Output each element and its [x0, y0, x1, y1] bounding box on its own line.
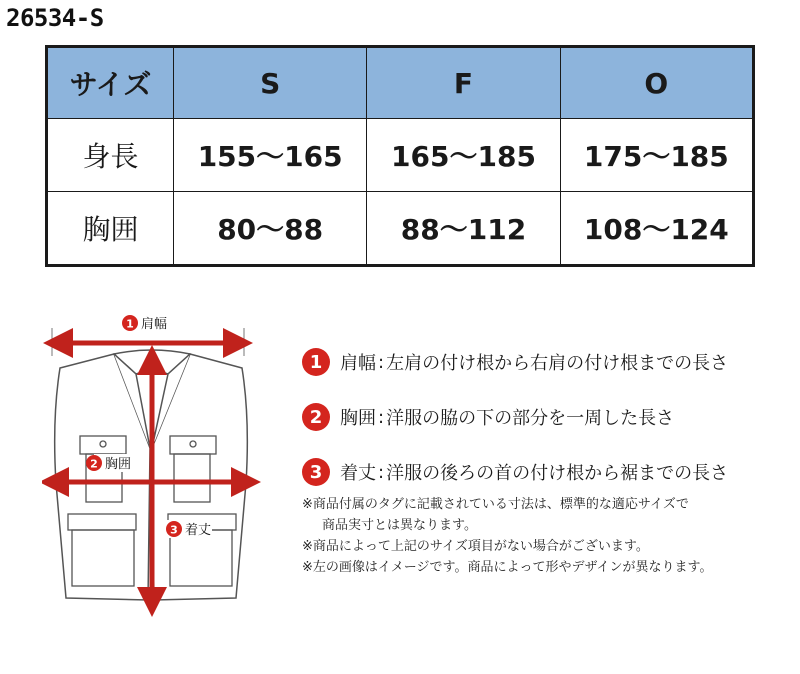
legend-term: 着丈	[340, 463, 376, 484]
size-header-f: F	[367, 47, 560, 119]
table-row	[47, 192, 754, 266]
legend-num: 3	[302, 458, 330, 486]
marker-1-num: 1	[126, 317, 134, 331]
legend-desc: 左肩の付け根から右肩の付け根までの長さ	[386, 353, 729, 374]
legend-num: 2	[302, 403, 330, 431]
legend-separator: :	[378, 461, 385, 483]
table-cell: 80〜88	[174, 192, 367, 266]
shoulder-label: 肩幅	[141, 317, 168, 332]
marker-2-num: 2	[90, 457, 98, 471]
row-label-chest: 胸囲	[47, 192, 174, 266]
legend-separator: :	[378, 351, 385, 373]
size-header-o: O	[560, 47, 753, 119]
note-line: ※商品によって上記のサイズ項目がない場合がございます。	[302, 539, 649, 554]
table-row	[47, 119, 754, 192]
legend-item	[302, 346, 772, 378]
size-table-header-row	[47, 47, 754, 119]
legend-item	[302, 401, 772, 433]
vest-diagram	[42, 308, 262, 618]
legend-term: 胸囲	[340, 408, 376, 429]
legend-desc: 洋服の脇の下の部分を一周した長さ	[386, 408, 675, 429]
legend-item	[302, 456, 772, 488]
size-header-s: S	[174, 47, 367, 119]
note-line: 商品実寸とは異なります。	[322, 518, 477, 533]
legend-desc: 洋服の後ろの首の付け根から裾までの長さ	[386, 463, 729, 484]
note-line: ※商品付属のタグに記載されている寸法は、標準的な適応サイズで	[302, 497, 689, 512]
measurement-legend	[302, 346, 772, 511]
table-cell: 88〜112	[367, 192, 560, 266]
legend-separator: :	[378, 406, 385, 428]
table-cell: 175〜185	[560, 119, 753, 192]
chest-label: 胸囲	[105, 457, 132, 472]
legend-term: 肩幅	[340, 353, 376, 374]
table-cell: 165〜185	[367, 119, 560, 192]
table-cell: 155〜165	[174, 119, 367, 192]
note-line: ※左の画像はイメージです。商品によって形やデザインが異なります。	[302, 560, 713, 575]
length-label: 着丈	[185, 523, 212, 538]
row-label-height: 身長	[47, 119, 174, 192]
marker-3-num: 3	[170, 523, 178, 537]
notes	[302, 494, 772, 578]
table-cell: 108〜124	[560, 192, 753, 266]
product-code: 26534-S	[6, 4, 104, 32]
size-header-label: サイズ	[47, 47, 174, 119]
legend-num: 1	[302, 348, 330, 376]
size-table	[45, 45, 755, 267]
